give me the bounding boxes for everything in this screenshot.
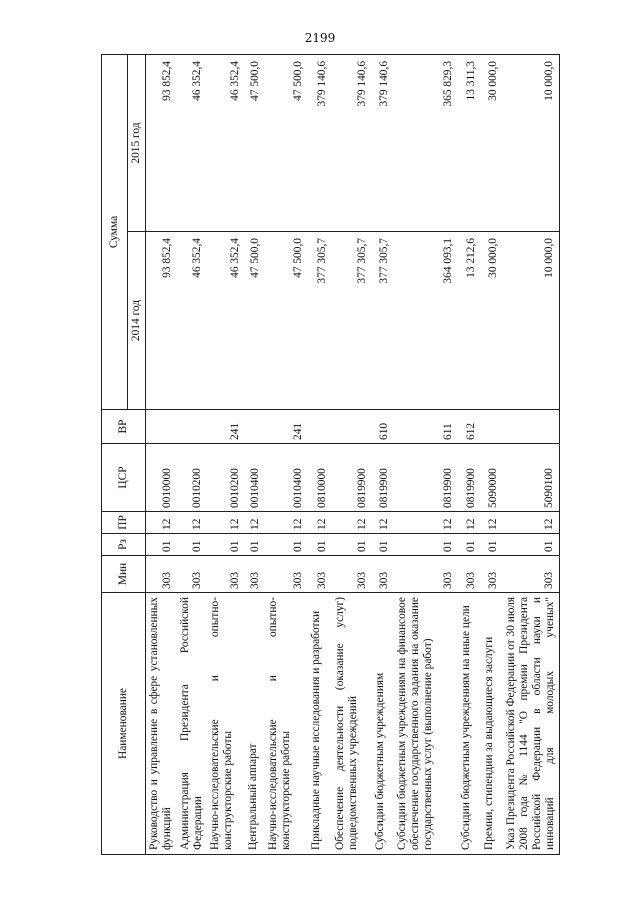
cell-csr: 0010200 <box>207 444 245 512</box>
cell-2014: 46 352,4 <box>177 232 207 410</box>
cell-min: 303 <box>245 556 265 593</box>
cell-vr <box>177 410 207 444</box>
cell-csr: 0010200 <box>177 444 207 512</box>
cell-rz: 01 <box>372 534 394 556</box>
cell-2015: 365 829,3 <box>394 54 458 231</box>
cell-vr: 241 <box>207 410 245 444</box>
table-row <box>481 54 503 854</box>
cell-pr: 12 <box>177 512 207 534</box>
cell-vr: 241 <box>265 410 308 444</box>
page-number: 2199 <box>304 31 336 45</box>
cell-rz: 01 <box>207 534 245 556</box>
header-2015: 2015 год <box>128 54 146 231</box>
cell-vr: 610 <box>372 410 394 444</box>
table-row <box>245 54 265 854</box>
cell-csr: 0010000 <box>146 444 177 512</box>
cell-min: 303 <box>177 556 207 593</box>
cell-name: Премии, стипендии за выдающиеся заслуги <box>481 593 503 855</box>
table-body <box>146 54 560 854</box>
cell-csr: 5090100 <box>503 444 560 512</box>
header-min: Мин <box>102 556 146 593</box>
cell-name: Научно-исследовательские и опытно-конструкторские работы <box>265 593 308 855</box>
cell-name: Обеспечение деятельности (оказание услуг) подведомственных учреждений <box>332 593 372 855</box>
cell-rz: 01 <box>332 534 372 556</box>
cell-csr: 0819900 <box>394 444 458 512</box>
cell-2015: 47 500,0 <box>265 54 308 231</box>
cell-pr: 12 <box>146 512 177 534</box>
cell-min: 303 <box>481 556 503 593</box>
cell-vr: 612 <box>458 410 481 444</box>
cell-min: 303 <box>265 556 308 593</box>
table-row <box>308 54 332 854</box>
table-row <box>372 54 394 854</box>
cell-name: Руководство и управление в сфере установленных функций <box>146 593 177 855</box>
cell-2015: 13 311,3 <box>458 54 481 231</box>
cell-name: Научно-исследовательские и опытно-конструкторские работы <box>207 593 245 855</box>
cell-vr <box>308 410 332 444</box>
cell-csr: 0010400 <box>245 444 265 512</box>
cell-csr: 0819900 <box>332 444 372 512</box>
cell-2014: 13 212,6 <box>458 232 481 410</box>
cell-rz: 01 <box>177 534 207 556</box>
cell-pr: 12 <box>458 512 481 534</box>
cell-2014: 10 000,0 <box>503 232 560 410</box>
table-row <box>207 54 245 854</box>
cell-csr: 0819900 <box>458 444 481 512</box>
cell-min: 303 <box>372 556 394 593</box>
cell-pr: 12 <box>372 512 394 534</box>
cell-name: Центральный аппарат <box>245 593 265 855</box>
cell-2015: 10 000,0 <box>503 54 560 231</box>
cell-pr: 12 <box>308 512 332 534</box>
table-row <box>503 54 560 854</box>
cell-2015: 30 000,0 <box>481 54 503 231</box>
cell-2014: 47 500,0 <box>265 232 308 410</box>
cell-name: Субсидии бюджетным учреждениям <box>372 593 394 855</box>
cell-name: Указ Президента Российской Федерации от 30 июля 2008 года № 1144 "О премии Президента Российской Федерации в области науки и инноваций для молодых ученых" <box>503 593 560 855</box>
cell-2015: 379 140,6 <box>332 54 372 231</box>
cell-pr: 12 <box>207 512 245 534</box>
cell-2015: 46 352,4 <box>177 54 207 231</box>
cell-2015: 379 140,6 <box>372 54 394 231</box>
budget-table <box>101 54 560 855</box>
table-row <box>394 54 458 854</box>
cell-2014: 46 352,4 <box>207 232 245 410</box>
cell-2015: 47 500,0 <box>245 54 265 231</box>
cell-2014: 377 305,7 <box>372 232 394 410</box>
table-row <box>265 54 308 854</box>
cell-2014: 364 093,1 <box>394 232 458 410</box>
cell-min: 303 <box>146 556 177 593</box>
cell-min: 303 <box>332 556 372 593</box>
cell-min: 303 <box>503 556 560 593</box>
cell-2014: 30 000,0 <box>481 232 503 410</box>
cell-pr: 12 <box>394 512 458 534</box>
header-name: Наименование <box>102 593 146 855</box>
cell-name: Администрация Президента Российской Федерации <box>177 593 207 855</box>
cell-pr: 12 <box>481 512 503 534</box>
cell-min: 303 <box>458 556 481 593</box>
cell-name: Прикладные научные исследования и разработки <box>308 593 332 855</box>
table-row <box>332 54 372 854</box>
cell-csr: 0810000 <box>308 444 332 512</box>
header-vr: ВР <box>102 410 146 444</box>
cell-csr: 0010400 <box>265 444 308 512</box>
header-rz: Рз <box>102 534 146 556</box>
cell-2014: 47 500,0 <box>245 232 265 410</box>
header-2014: 2014 год <box>128 232 146 410</box>
cell-rz: 01 <box>146 534 177 556</box>
cell-csr: 5090000 <box>481 444 503 512</box>
cell-rz: 01 <box>245 534 265 556</box>
cell-rz: 01 <box>458 534 481 556</box>
cell-rz: 01 <box>265 534 308 556</box>
cell-min: 303 <box>394 556 458 593</box>
header-pr: ПР <box>102 512 146 534</box>
header-sum: Сумма <box>102 54 128 409</box>
cell-vr <box>146 410 177 444</box>
cell-pr: 12 <box>245 512 265 534</box>
cell-2015: 93 852,4 <box>146 54 177 231</box>
cell-2014: 377 305,7 <box>332 232 372 410</box>
cell-name: Субсидии бюджетным учреждениям на финансовое обеспечение государственного задания на оказание государственных услуг (выполнение работ) <box>394 593 458 855</box>
cell-2015: 379 140,6 <box>308 54 332 231</box>
cell-rz: 01 <box>394 534 458 556</box>
cell-min: 303 <box>308 556 332 593</box>
cell-2014: 377 305,7 <box>308 232 332 410</box>
cell-csr: 0819900 <box>372 444 394 512</box>
cell-vr <box>332 410 372 444</box>
cell-min: 303 <box>207 556 245 593</box>
cell-rz: 01 <box>503 534 560 556</box>
cell-2015: 46 352,4 <box>207 54 245 231</box>
cell-rz: 01 <box>308 534 332 556</box>
table-row <box>146 54 177 854</box>
cell-rz: 01 <box>481 534 503 556</box>
cell-vr <box>503 410 560 444</box>
cell-2014: 93 852,4 <box>146 232 177 410</box>
header-row <box>102 54 128 854</box>
cell-pr: 12 <box>332 512 372 534</box>
table-row <box>177 54 207 854</box>
table-row <box>458 54 481 854</box>
cell-pr: 12 <box>503 512 560 534</box>
rotated-table-container <box>101 55 556 855</box>
header-csr: ЦСР <box>102 444 146 512</box>
cell-name: Субсидии бюджетным учреждениям на иные цели <box>458 593 481 855</box>
cell-vr: 611 <box>394 410 458 444</box>
cell-vr <box>245 410 265 444</box>
cell-vr <box>481 410 503 444</box>
cell-pr: 12 <box>265 512 308 534</box>
